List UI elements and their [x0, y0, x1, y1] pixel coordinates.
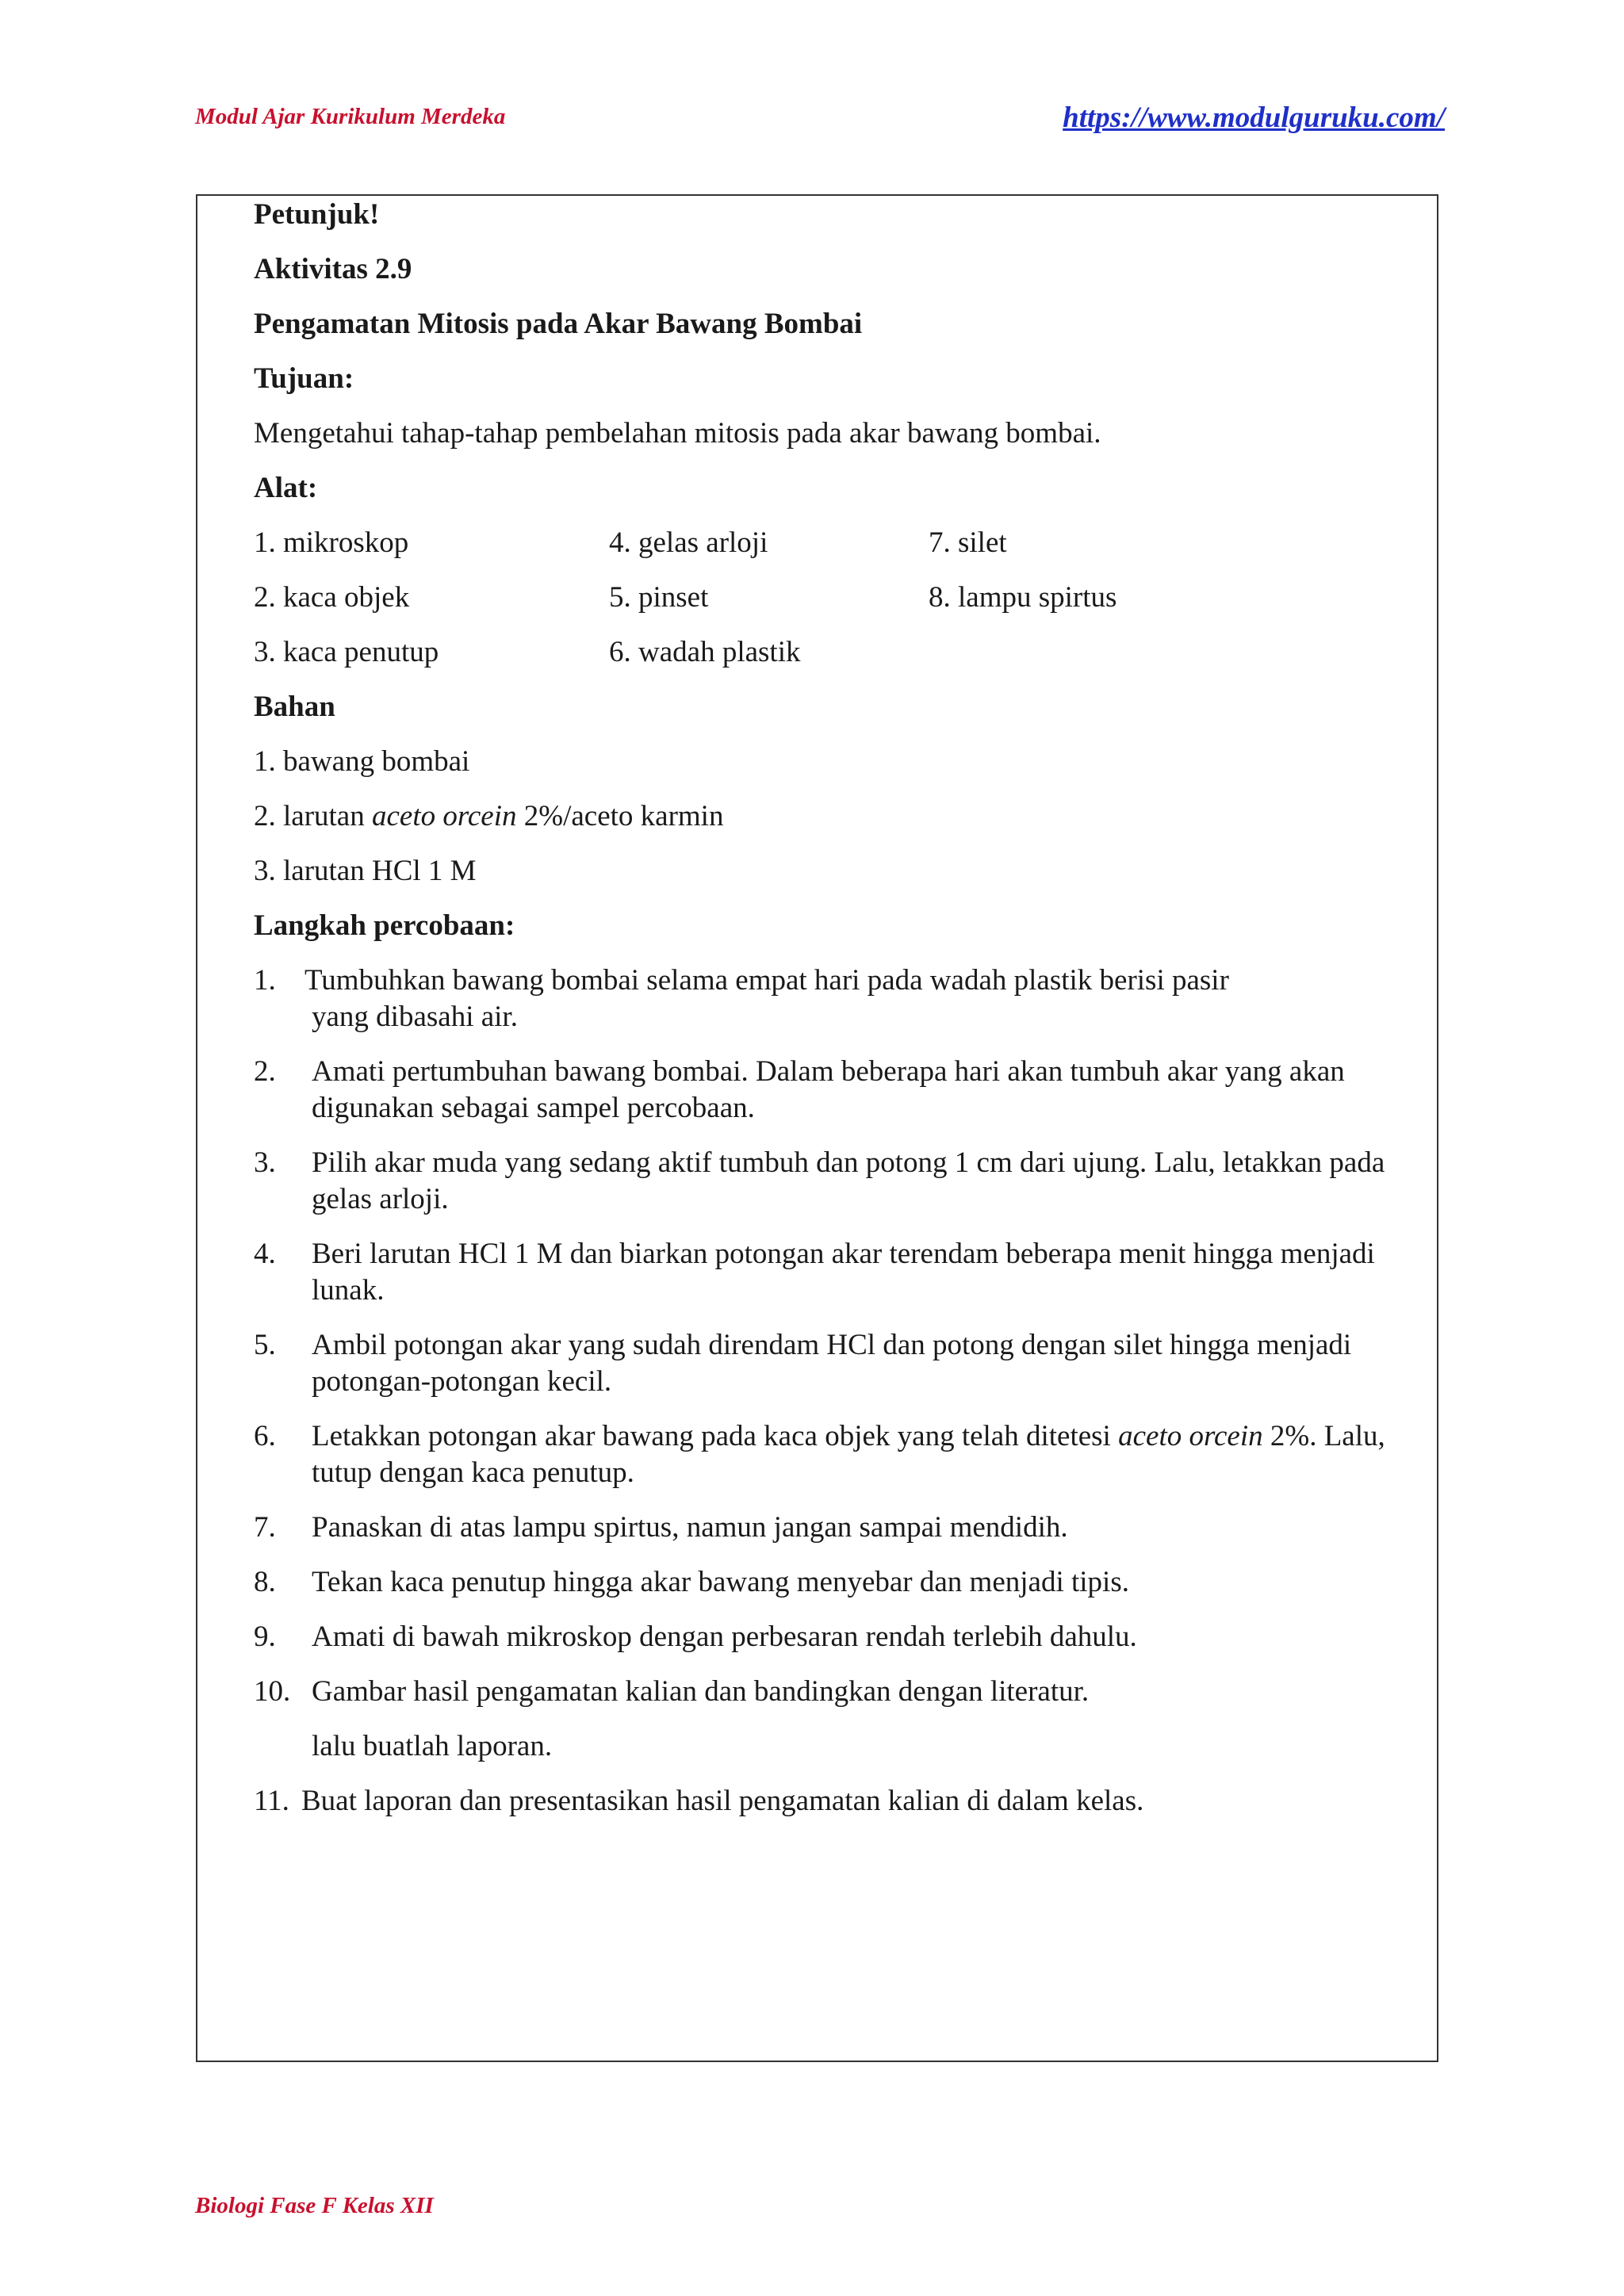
- material-text: 2%/aceto karmin: [516, 800, 724, 832]
- step-number: 2.: [254, 1055, 276, 1088]
- procedure-step: [254, 1236, 1396, 1309]
- step-text-continuation: yang dibasahi air.: [312, 1001, 518, 1033]
- material-text: 2. larutan: [254, 800, 372, 832]
- material-italic-term: aceto orcein: [371, 800, 517, 832]
- step-number: 9.: [254, 1621, 276, 1653]
- step-number: 3.: [254, 1146, 276, 1179]
- step-number: 6.: [254, 1420, 276, 1452]
- step-number: 5.: [254, 1329, 276, 1361]
- footer-text: Biologi Fase F Kelas XII: [195, 2193, 434, 2218]
- material-item: [254, 798, 1396, 853]
- tool-item: 7. silet: [929, 526, 1007, 559]
- step-text: 2%. Lalu, tutup dengan kaca penutup.: [312, 1420, 1385, 1489]
- tool-item: 6. wadah plastik: [609, 636, 801, 668]
- procedure-step: [254, 1619, 1396, 1655]
- procedure-step: [254, 1783, 1396, 1820]
- tools-row: [254, 525, 1396, 580]
- step-text: Amati pertumbuhan bawang bombai. Dalam beberapa hari akan tumbuh akar yang akan digunakan sebagai sampel percobaan.: [312, 1055, 1345, 1124]
- objective-heading: Tujuan:: [254, 362, 354, 395]
- tool-item: 3. kaca penutup: [254, 636, 439, 668]
- tools-row: [254, 580, 1396, 634]
- step-number: 4.: [254, 1238, 276, 1270]
- tools-heading: Alat:: [254, 472, 318, 504]
- activity-title: Pengamatan Mitosis pada Akar Bawang Bombai: [254, 308, 863, 340]
- step-text: Beri larutan HCl 1 M dan biarkan potongan akar terendam beberapa menit hingga menjadi lunak.: [312, 1238, 1375, 1307]
- procedure-step: [254, 1674, 1396, 1710]
- step-number: 7.: [254, 1511, 276, 1544]
- material-item: 3. larutan HCl 1 M: [254, 855, 477, 887]
- tools-row: [254, 634, 1396, 689]
- objective-text: Mengetahui tahap-tahap pembelahan mitosis pada akar bawang bombai.: [254, 417, 1101, 450]
- step-number: 10.: [254, 1675, 291, 1708]
- procedure-step: [254, 1054, 1396, 1127]
- step-text: Amati di bawah mikroskop dengan perbesaran rendah terlebih dahulu.: [312, 1621, 1137, 1653]
- step-extra-line: lalu buatlah laporan.: [312, 1730, 553, 1762]
- activity-content: [254, 197, 1396, 1838]
- step-number: 1.: [254, 964, 276, 997]
- tool-item: 2. kaca objek: [254, 581, 410, 614]
- procedure-step: [254, 1145, 1396, 1218]
- procedure-step: [254, 1564, 1396, 1601]
- step-number: 8.: [254, 1566, 276, 1598]
- step-italic-term: aceto orcein: [1118, 1420, 1263, 1452]
- step-text: Letakkan potongan akar bawang pada kaca objek yang telah ditetesi: [312, 1420, 1119, 1452]
- materials-heading: Bahan: [254, 691, 335, 723]
- header-title: Modul Ajar Kurikulum Merdeka: [195, 104, 506, 129]
- procedure-step: [254, 1510, 1396, 1546]
- step-number: 11.: [254, 1785, 289, 1817]
- procedure-step: [254, 962, 1396, 1035]
- tool-item: 4. gelas arloji: [609, 526, 768, 559]
- step-text: Gambar hasil pengamatan kalian dan bandingkan dengan literatur.: [312, 1675, 1090, 1708]
- procedure-step: [254, 1327, 1396, 1400]
- step-text: Tumbuhkan bawang bombai selama empat hari pada wadah plastik berisi pasir: [304, 964, 1229, 997]
- activity-number: Aktivitas 2.9: [254, 253, 412, 285]
- tool-item: 1. mikroskop: [254, 526, 409, 559]
- step-text: Pilih akar muda yang sedang aktif tumbuh dan potong 1 cm dari ujung. Lalu, letakkan pada gelas arloji.: [312, 1146, 1385, 1215]
- step-text: Ambil potongan akar yang sudah direndam HCl dan potong dengan silet hingga menjadi potongan-potongan kecil.: [312, 1329, 1352, 1398]
- step-text: Buat laporan dan presentasikan hasil pengamatan kalian di dalam kelas.: [301, 1785, 1144, 1817]
- step-text: Tekan kaca penutup hingga akar bawang menyebar dan menjadi tipis.: [312, 1566, 1129, 1598]
- tool-item: 5. pinset: [609, 581, 709, 614]
- step-text: Panaskan di atas lampu spirtus, namun jangan sampai mendidih.: [312, 1511, 1068, 1544]
- instructions-heading: Petunjuk!: [254, 198, 380, 231]
- procedure-step: [254, 1418, 1396, 1491]
- procedure-heading: Langkah percobaan:: [254, 909, 515, 942]
- tool-item: 8. lampu spirtus: [929, 581, 1117, 614]
- procedure-steps: [254, 962, 1396, 1820]
- header-website-link[interactable]: https://www.modulguruku.com/: [1063, 101, 1445, 134]
- material-item: 1. bawang bombai: [254, 745, 470, 778]
- tool-item: [929, 634, 1325, 689]
